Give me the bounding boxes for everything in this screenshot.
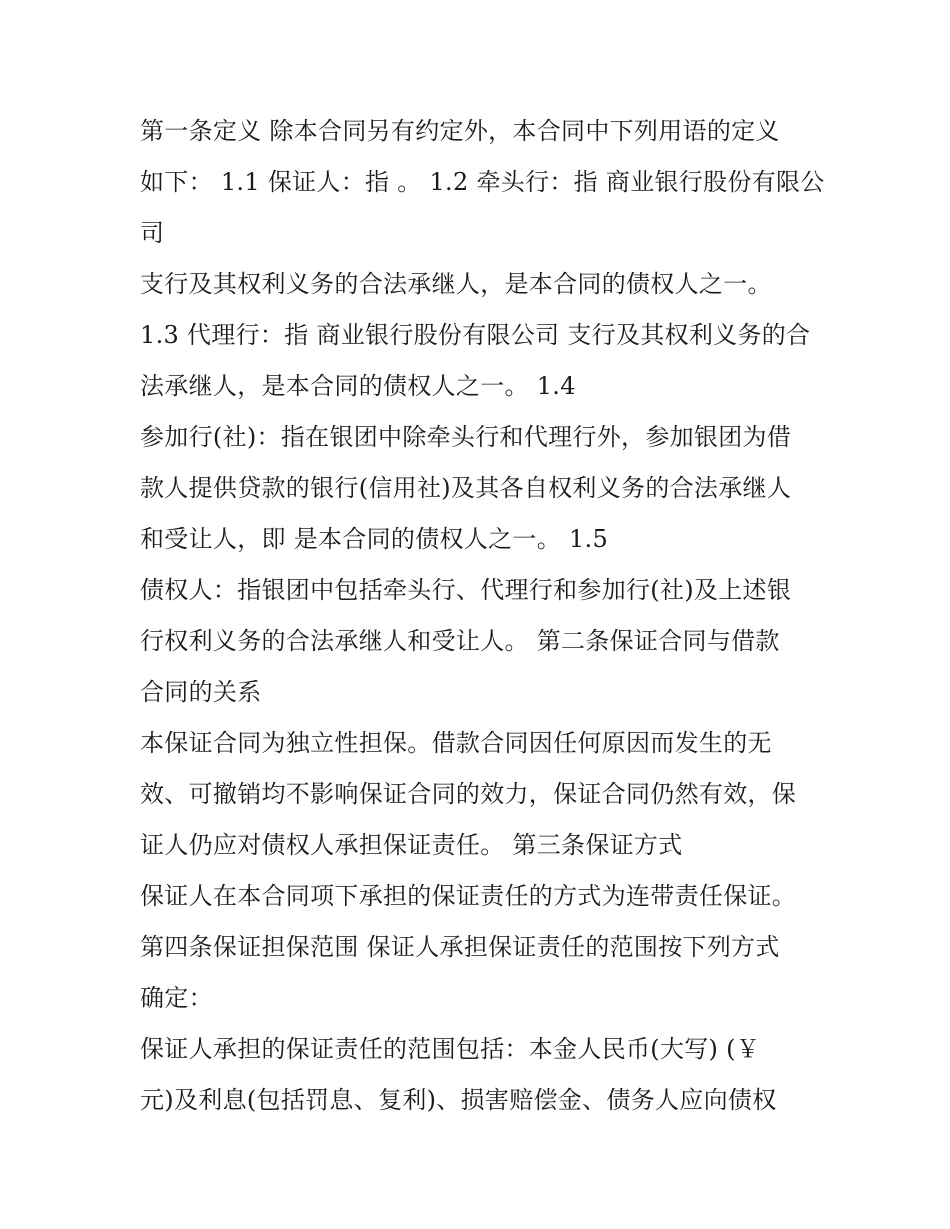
text-line: 行权利义务的合法承继人和受让人。 第二条保证合同与借款 (140, 627, 780, 655)
text-line: 1.3 代理行：指 商业银行股份有限公司 支行及其权利义务的合 (140, 321, 811, 349)
text-line: 司 (140, 219, 165, 247)
text-line: 证人仍应对债权人承担保证责任。 第三条保证方式 (140, 831, 683, 859)
text-line: 第一条定义 除本合同另有约定外，本合同中下列用语的定义 (140, 117, 780, 145)
text-line: 保证人在本合同项下承担的保证责任的方式为连带责任保证。 (140, 882, 797, 910)
text-line: 法承继人，是本合同的债权人之一。 1.4 (140, 372, 576, 400)
contract-text (140, 106, 830, 1126)
text-line: 债权人：指银团中包括牵头行、代理行和参加行(社)及上述银 (140, 576, 792, 604)
text-line: 元)及利息(包括罚息、复利)、损害赔偿金、债务人应向债权 (140, 1086, 777, 1114)
text-line: 如下： 1.1 保证人：指 。 1.2 牵头行：指 商业银行股份有限公 (140, 168, 825, 196)
text-line: 效、可撤销均不影响保证合同的效力，保证合同仍然有效，保 (140, 780, 797, 808)
text-line: 参加行(社)：指在银团中除牵头行和代理行外，参加银团为借 (140, 423, 792, 451)
text-line: 支行及其权利义务的合法承继人，是本合同的债权人之一。 (140, 270, 772, 298)
text-line: 本保证合同为独立性担保。借款合同因任何原因而发生的无 (140, 729, 772, 757)
text-line: 款人提供贷款的银行(信用社)及其各自权利义务的合法承继人 (140, 474, 792, 502)
text-line: 保证人承担的保证责任的范围包括：本金人民币(大写) (￥ (140, 1035, 761, 1063)
text-line: 确定： (140, 984, 213, 1012)
text-line: 合同的关系 (140, 678, 262, 706)
text-line: 和受让人，即 是本合同的债权人之一。 1.5 (140, 525, 609, 553)
text-line: 第四条保证担保范围 保证人承担保证责任的范围按下列方式 (140, 933, 780, 961)
